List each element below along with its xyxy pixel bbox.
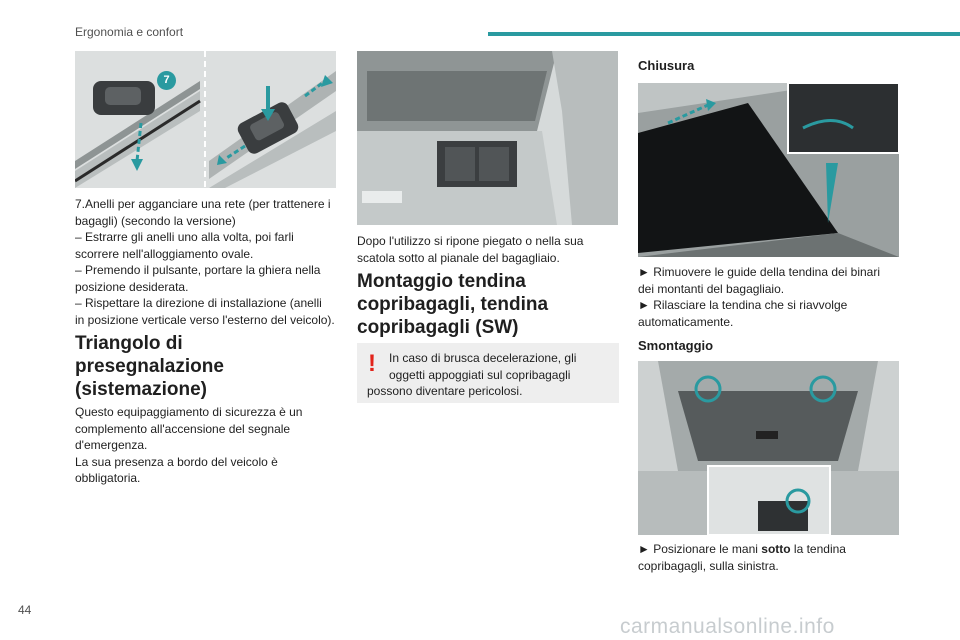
body-line: La sua presenza a bordo del veicolo è xyxy=(75,454,278,469)
emphasis-text: sotto xyxy=(761,542,791,556)
heading-line: copribagagli, tendina xyxy=(357,294,549,315)
caption-line: scatola sotto al pianale del bagagliaio. xyxy=(357,250,560,265)
removal-steps xyxy=(638,541,908,574)
step-text: la tendina xyxy=(790,542,846,556)
step-line: automaticamente. xyxy=(638,314,734,329)
step-line: copribagagli, sulla sinistra. xyxy=(638,558,779,573)
rings-caption xyxy=(75,196,345,328)
warning-line: In caso di brusca decelerazione, gli xyxy=(389,351,577,365)
caption-line: posizione desiderata. xyxy=(75,279,189,294)
warning-text xyxy=(367,350,612,400)
caption-line: – Estrarre gli anelli uno alla volta, poi farli xyxy=(75,230,294,244)
caption-line: 7.Anelli per agganciare una rete (per trattenere i xyxy=(75,197,331,211)
callout-badge: 7 xyxy=(157,71,176,90)
caption-line: scorrere nell'alloggiamento ovale. xyxy=(75,246,254,261)
figure-trunk-storage xyxy=(357,51,618,225)
caption-line: – Premendo il pulsante, portare la ghiera nella xyxy=(75,263,321,277)
storage-caption xyxy=(357,233,627,266)
watermark: carmanualsonline.info xyxy=(620,615,835,638)
section-title: Ergonomia e confort xyxy=(75,25,184,39)
page-number: 44 xyxy=(18,603,32,617)
step-line: ► Rimuovere le guide della tendina dei binari xyxy=(638,265,881,279)
heading-line: Montaggio tendina xyxy=(357,271,526,292)
step-text: ► Posizionare le mani xyxy=(638,542,762,556)
caption-line: in posizione verticale verso l'esterno del veicolo). xyxy=(75,312,335,327)
heading-line: copribagagli (SW) xyxy=(357,317,519,338)
heading-closing: Chiusura xyxy=(638,58,695,73)
warning-triangle-body xyxy=(75,404,345,487)
body-line: d'emergenza. xyxy=(75,438,148,452)
heading-warning-triangle xyxy=(75,332,345,401)
body-line: complemento all'accensione del segnale xyxy=(75,421,291,436)
warning-icon: ! xyxy=(368,350,376,377)
step-line: dei montanti del bagagliaio. xyxy=(638,281,785,296)
closing-steps xyxy=(638,264,908,330)
figure-rings xyxy=(75,51,336,188)
warning-line: possono diventare pericolosi. xyxy=(367,384,523,398)
caption-line: bagagli) (secondo la versione) xyxy=(75,213,236,228)
warning-line: oggetti appoggiati sul copribagagli xyxy=(389,367,571,382)
figure-closing xyxy=(638,83,899,257)
body-line: Questo equipaggiamento di sicurezza è un xyxy=(75,405,303,419)
step-line: ► Rilasciare la tendina che si riavvolge xyxy=(638,298,848,312)
heading-line: Triangolo di xyxy=(75,333,183,354)
heading-cover-install xyxy=(357,270,627,339)
step-line xyxy=(638,541,908,558)
body-line: obbligatoria. xyxy=(75,471,141,485)
heading-line: presegnalazione xyxy=(75,356,224,377)
caption-line: Dopo l'utilizzo si ripone piegato o nella sua xyxy=(357,234,584,248)
heading-line: (sistemazione) xyxy=(75,379,207,400)
figure-removal xyxy=(638,361,899,535)
caption-line: – Rispettare la direzione di installazione (anelli xyxy=(75,296,322,310)
heading-removal: Smontaggio xyxy=(638,338,714,353)
header-accent-bar xyxy=(488,32,960,36)
